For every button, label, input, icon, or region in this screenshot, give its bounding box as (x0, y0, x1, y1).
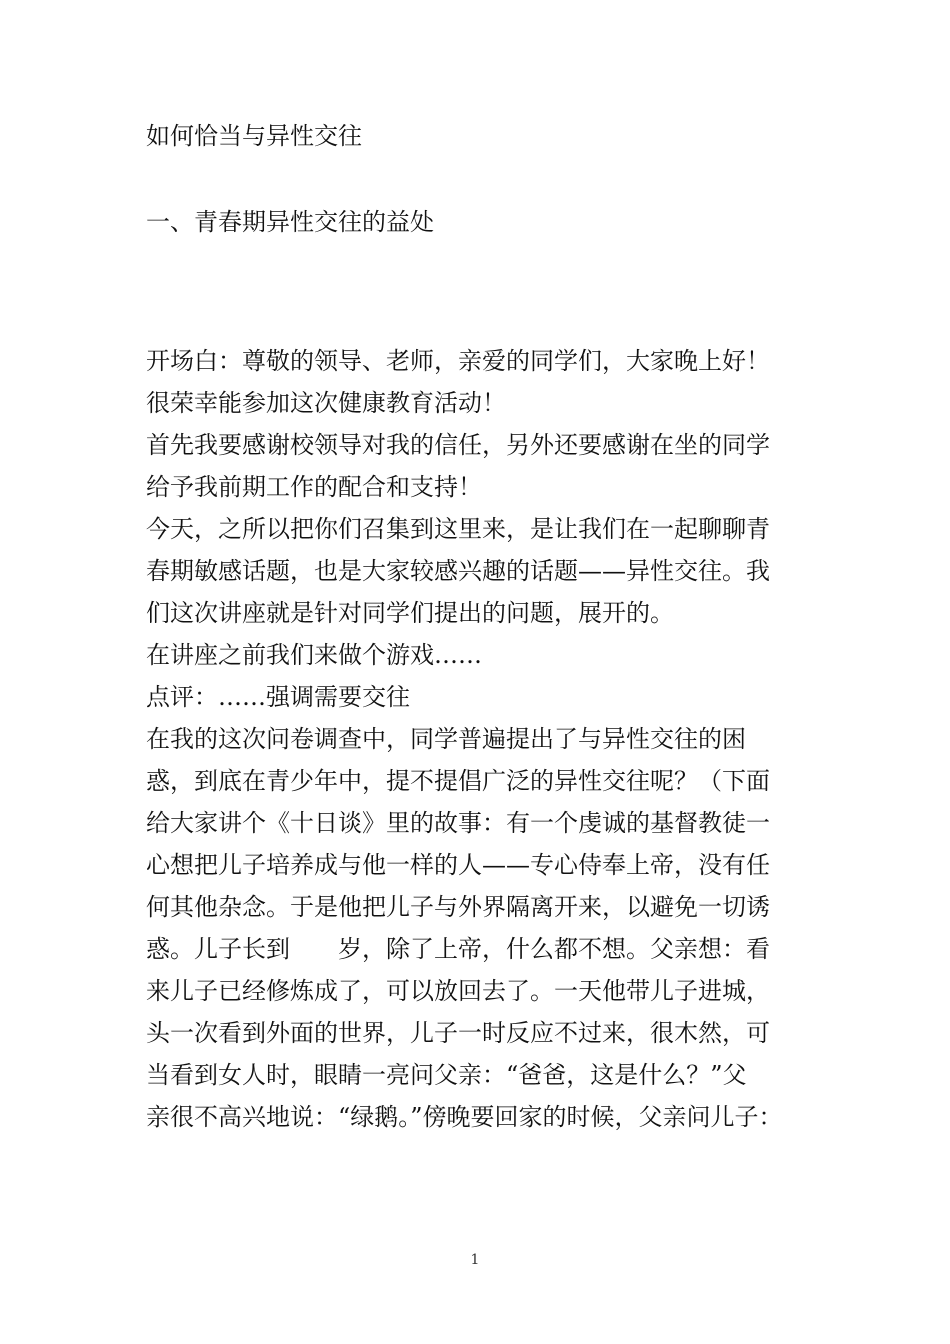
body-line-15: 惑。儿子长到 岁，除了上帝，什么都不想。父亲想：看 (146, 935, 770, 963)
body-line-14: 何其他杂念。于是他把儿子与外界隔离开来，以避免一切诱 (146, 893, 770, 921)
body-line-10: 在我的这次问卷调查中，同学普遍提出了与异性交往的困 (146, 725, 746, 753)
body-line-17: 头一次看到外面的世界，儿子一时反应不过来，很木然，可 (146, 1019, 770, 1047)
body-line-4: 给予我前期工作的配合和支持！ (146, 473, 482, 501)
body-line-18: 当看到女人时，眼睛一亮问父亲：“爸爸，这是什么？”父 (146, 1061, 747, 1089)
body-line-19: 亲很不高兴地说：“绿鹅。”傍晚要回家的时候，父亲问儿子： (146, 1103, 783, 1131)
body-line-6: 春期敏感话题，也是大家较感兴趣的话题——异性交往。我 (146, 557, 770, 585)
body-line-5: 今天，之所以把你们召集到这里来，是让我们在一起聊聊青 (146, 515, 770, 543)
body-line-8: 在讲座之前我们来做个游戏…… (146, 641, 482, 669)
body-line-1: 开场白：尊敬的领导、老师，亲爱的同学们，大家晚上好！ (146, 347, 770, 375)
body-line-3: 首先我要感谢校领导对我的信任，另外还要感谢在坐的同学 (146, 431, 770, 459)
section-heading: 一、青春期异性交往的益处 (146, 208, 434, 236)
body-line-9: 点评：……强调需要交往 (146, 683, 410, 711)
body-line-7: 们这次讲座就是针对同学们提出的问题，展开的。 (146, 599, 674, 627)
body-line-12: 给大家讲个《十日谈》里的故事：有一个虔诚的基督教徒一 (146, 809, 770, 837)
page-number: 1 (470, 1252, 480, 1268)
body-line-11: 惑，到底在青少年中，提不提倡广泛的异性交往呢？（下面 (146, 767, 770, 795)
body-line-2: 很荣幸能参加这次健康教育活动！ (146, 389, 506, 417)
body-line-13: 心想把儿子培养成与他一样的人——专心侍奉上帝，没有任 (146, 851, 770, 879)
body-line-16: 来儿子已经修炼成了，可以放回去了。一天他带儿子进城， (146, 977, 770, 1005)
body-text (146, 340, 811, 1138)
document-title: 如何恰当与异性交往 (146, 122, 362, 150)
